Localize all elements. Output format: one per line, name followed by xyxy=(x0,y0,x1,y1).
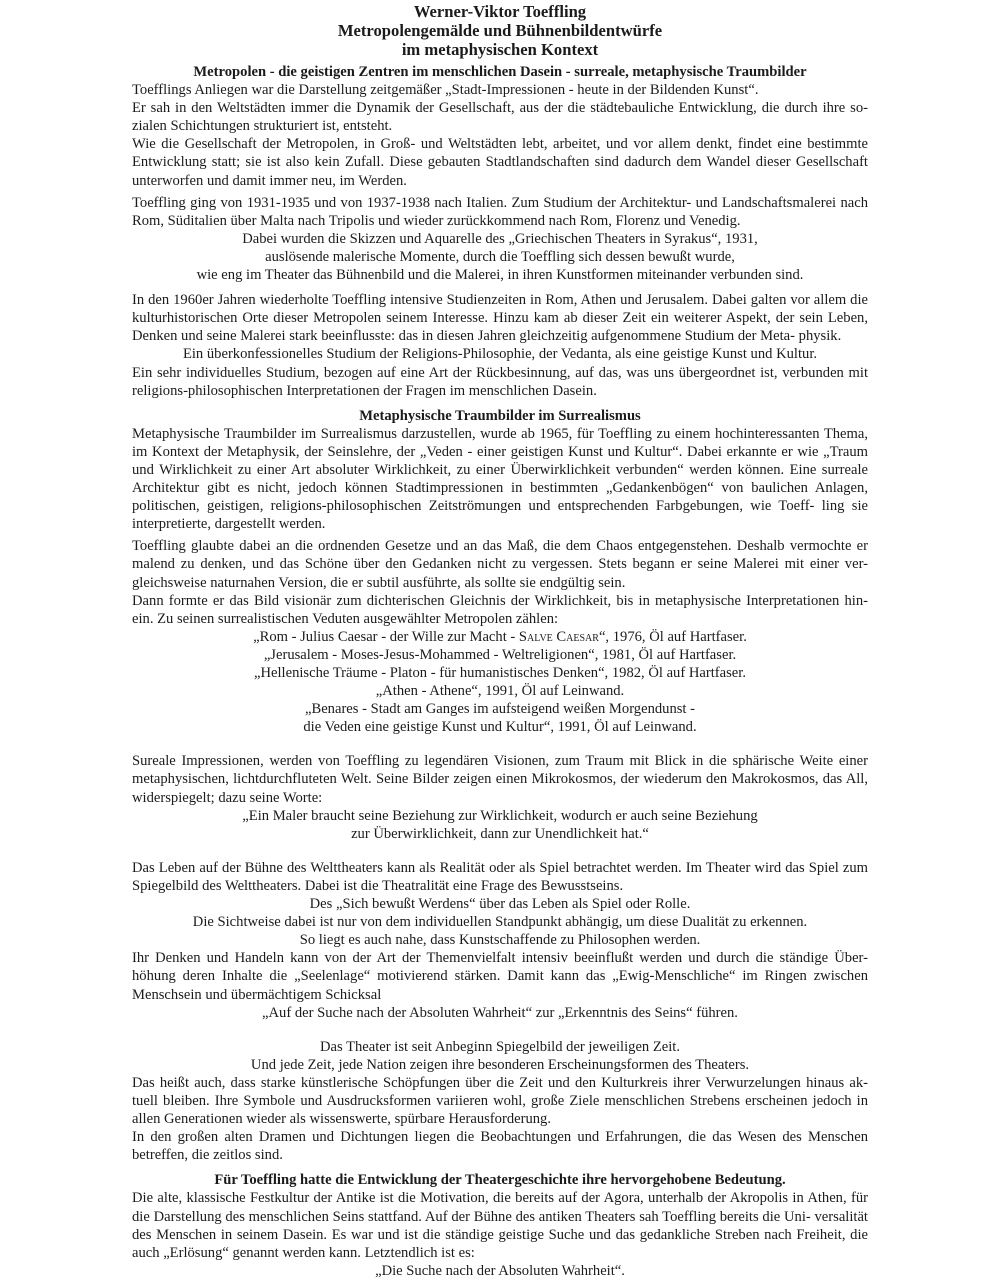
paragraph: Metaphysische Traumbilder im Surrealismus darzustellen, wurde ab 1965, für Toeffling zu einem hochinteressanten Thema, im Kontext der Metaphysik, der Seinslehre, der „Veden - einer geistigen Kunst und Kultur“. Dabei erkannte er wie „Traum und Wirklichkeit zu einer Art absoluter Wirklichkeit, zu einer Überwirklichkeit verbunden“ werden können. Eine surreale Architektur gibt es nicht, jedoch können Stadtimpressionen in bestimmten „Gedankenbögen“ von baulichen Anlagen, politischen, geistigen, religions-philosophischen Zeitströmungen und entsprechenden Farbgebungen, wie Toeff- ling sie interpretierte, dargestellt werden. xyxy=(132,425,868,533)
paragraph: Das Leben auf der Bühne des Welttheaters kann als Realität oder als Spiel betrachtet werden. Im Theater wird das Spiel zum Spiegelbild des Welttheaters. Dabei ist die Theatralität eine Frage des Bewusstseins. xyxy=(132,859,868,894)
paragraph: Ein sehr individuelles Studium, bezogen auf eine Art der Rückbesinnung, auf das, was uns übergeordnet ist, verbunden mit religions-philosophischen Interpretationen der Fragen im menschlichen Dasein. xyxy=(132,364,868,399)
paragraph: Das heißt auch, dass starke künstlerische Schöpfungen über die Zeit und den Kulturkreis ihrer Verwurzelungen hinaus ak- tuell bleiben. Ihre Symbole und Ausdrucksformen variieren wohl, große Ziele menschlichen Strebens erscheinen jedoch in allen Generationen wieder als wissenswerte, spürbare Herausforderung. xyxy=(132,1074,868,1128)
paragraph: Toefflings Anliegen war die Darstellung zeitgemäßer „Stadt-Impressionen - heute in der Bildenden Kunst“. xyxy=(132,82,759,99)
quote-line: „Ein Maler braucht seine Beziehung zur Wirklichkeit, wodurch er auch seine Beziehung xyxy=(242,807,758,824)
work-item-rom: „Rom - Julius Caesar - der Wille zur Macht - Salve Caesar“, 1976, Öl auf Hartfaser. xyxy=(253,628,747,645)
centered-line: Des „Sich bewußt Werdens“ über das Leben als Spiel oder Rolle. xyxy=(309,896,691,913)
paragraph: Er sah in den Weltstädten immer die Dynamik der Gesellschaft, aus der die städtebauliche Entwicklung, die durch ihre so- zialen Schichtungen strukturiert ist, entsteht. xyxy=(132,100,868,135)
paragraph: Dann formte er das Bild visionär zum dichterischen Gleichnis der Wirklichkeit, bis in metaphysische Interpretationen hin- ein. Zu seinen surrealistischen Veduten ausgewählter Metropolen zählen: xyxy=(132,592,868,627)
centered-line: auslösende malerische Momente, durch die Toeffling sich dessen bewußt wurde, xyxy=(265,248,735,265)
work-item-jerusalem: „Jerusalem - Moses-Jesus-Mohammed - Weltreligionen“, 1981, Öl auf Hartfaser. xyxy=(263,646,737,663)
document-title-author: Werner-Viktor Toeffling xyxy=(413,2,587,21)
centered-line: Dabei wurden die Skizzen und Aquarelle des „Griechischen Theaters in Syrakus“, 1931, xyxy=(242,230,758,247)
centered-line: Ein überkonfessionelles Studium der Religions-Philosophie, der Vedanta, als eine geistige Kunst und Kultur. xyxy=(182,346,818,363)
centered-line: wie eng im Theater das Bühnenbild und die Malerei, in ihren Kunstformen miteinander verbunden sind. xyxy=(196,267,804,284)
centered-line: So liegt es auch nahe, dass Kunstschaffende zu Philosophen werden. xyxy=(299,932,701,949)
paragraph: Sureale Impressionen, werden von Toeffling zu legendären Visionen, zum Traum mit Blick in die sphärische Weite einer metaphysischen, lichtdurchfluteten Welt. Seine Bilder zeigen einen Mikrokosmos, der wiederum den Makrokosmos, das All, widerspiegelt; dazu seine Worte: xyxy=(132,753,868,806)
section-heading-metropolen: Metropolen - die geistigen Zentren im menschlichen Dasein - surreale, metaphysische Traumbilder xyxy=(193,64,807,80)
paragraph: Toeffling ging von 1931-1935 und von 1937-1938 nach Italien. Zum Studium der Architektur- und Landschaftsmalerei nach Rom, Süditalien über Malta nach Tripolis und wieder zurückkommend nach Rom, Florenz und Venedig. xyxy=(132,194,868,229)
paragraph: Wie die Gesellschaft der Metropolen, in Groß- und Weltstädten lebt, arbeitet, und vor allem denkt, findet eine bestimmte Entwicklung statt; sie ist also kein Zufall. Diese gebauten Stadtlandschaften sind dadurch dem Wandel dieser Gesellschaft unterworfen und damit immer neu, im Werden. xyxy=(132,136,868,189)
centered-line: Das Theater ist seit Anbeginn Spiegelbild der jeweiligen Zeit. xyxy=(319,1038,681,1055)
paragraph: In den 1960er Jahren wiederholte Toeffling intensive Studienzeiten in Rom, Athen und Jerusalem. Dabei galten vor allem die kulturhistorischen Orte dieser Metropolen seinem Interesse. Hinzu kam ab dieser Zeit ein weiterer Aspekt, der sein Leben, Denken und seine Malerei stark beeinflusste: das in diesen Jahren gleichzeitig aufgenommene Studium der Meta- physik. xyxy=(132,292,868,345)
quote-line: zur Überwirklichkeit, dann zur Unendlichkeit hat.“ xyxy=(351,825,649,842)
paragraph: Die alte, klassische Festkultur der Antike ist die Motivation, die bereits auf der Agora, unterhalb der Akropolis in Athen, für die Darstellung des menschlichen Seins stattfand. Auf der Bühne des antiken Theaters sah Toeffling bereits die Uni- versalität des Menschen in seinem Dasein. Es war und ist die ständige geistige Suche und das gedankliche Streben nach Freiheit, die auch „Erlösung“ genannt werden kann. Letztendlich ist es: xyxy=(132,1190,868,1261)
closing-quote: „Die Suche nach der Absoluten Wahrheit“. xyxy=(375,1262,625,1279)
paragraph: In den großen alten Dramen und Dichtungen liegen die Beobachtungen und Erfahrungen, die das Wesen des Menschen betreffen, die zeitlos sind. xyxy=(132,1129,868,1164)
paragraph: Toeffling glaubte dabei an die ordnenden Gesetze und an das Maß, die dem Chaos entgegenstehen. Deshalb vermochte er malend zu denken, und das Schöne über den Gedanken nicht zu vergessen. Stets begann er seine Malerei mit einer ver- gleichsweise naturnahen Version, die er subtil ausführte, als sollte sie endgültig sein. xyxy=(132,538,868,591)
work-item-benares: „Benares - Stadt am Ganges im aufsteigend weißen Morgendunst - xyxy=(304,701,695,718)
section-heading-traumbilder: Metaphysische Traumbilder im Surrealismus xyxy=(359,407,641,424)
centered-line: „Auf der Suche nach der Absoluten Wahrheit“ zur „Erkenntnis des Seins“ führen. xyxy=(262,1004,738,1021)
work-item-benares-cont: die Veden eine geistige Kunst und Kultur“, 1991, Öl auf Leinwand. xyxy=(303,719,697,736)
centered-line: Und jede Zeit, jede Nation zeigen ihre besonderen Erscheinungsformen des Theaters. xyxy=(250,1056,750,1073)
section-heading-theatergeschichte: Für Toeffling hatte die Entwicklung der Theatergeschichte ihre hervorgehobene Bedeutung. xyxy=(214,1172,786,1189)
work-item-hellenische-traeume: „Hellenische Träume - Platon - für humanistisches Denken“, 1982, Öl auf Hartfaser. xyxy=(253,665,746,681)
works-list xyxy=(132,628,868,737)
centered-line: Die Sichtweise dabei ist nur von dem individuellen Standpunkt abhängig, um diese Dualität zu erkennen. xyxy=(192,914,808,931)
document-title-main: Metropolengemälde und Bühnenbildentwürfe xyxy=(337,21,663,40)
paragraph: Ihr Denken und Handeln kann von der Art der Themenvielfalt intensiv beeinflußt werden und durch die ständige Über- höhung deren Inhalte die „Seelenlage“ motivierend stärken. Damit kann das „Ewig-Menschliche“ im Ringen zwischen Menschsein und übermächtigem Schicksal xyxy=(132,950,868,1003)
document-title-sub: im metaphysischen Kontext xyxy=(401,40,599,59)
work-item-athen: „Athen - Athene“, 1991, Öl auf Leinwand. xyxy=(375,683,625,700)
